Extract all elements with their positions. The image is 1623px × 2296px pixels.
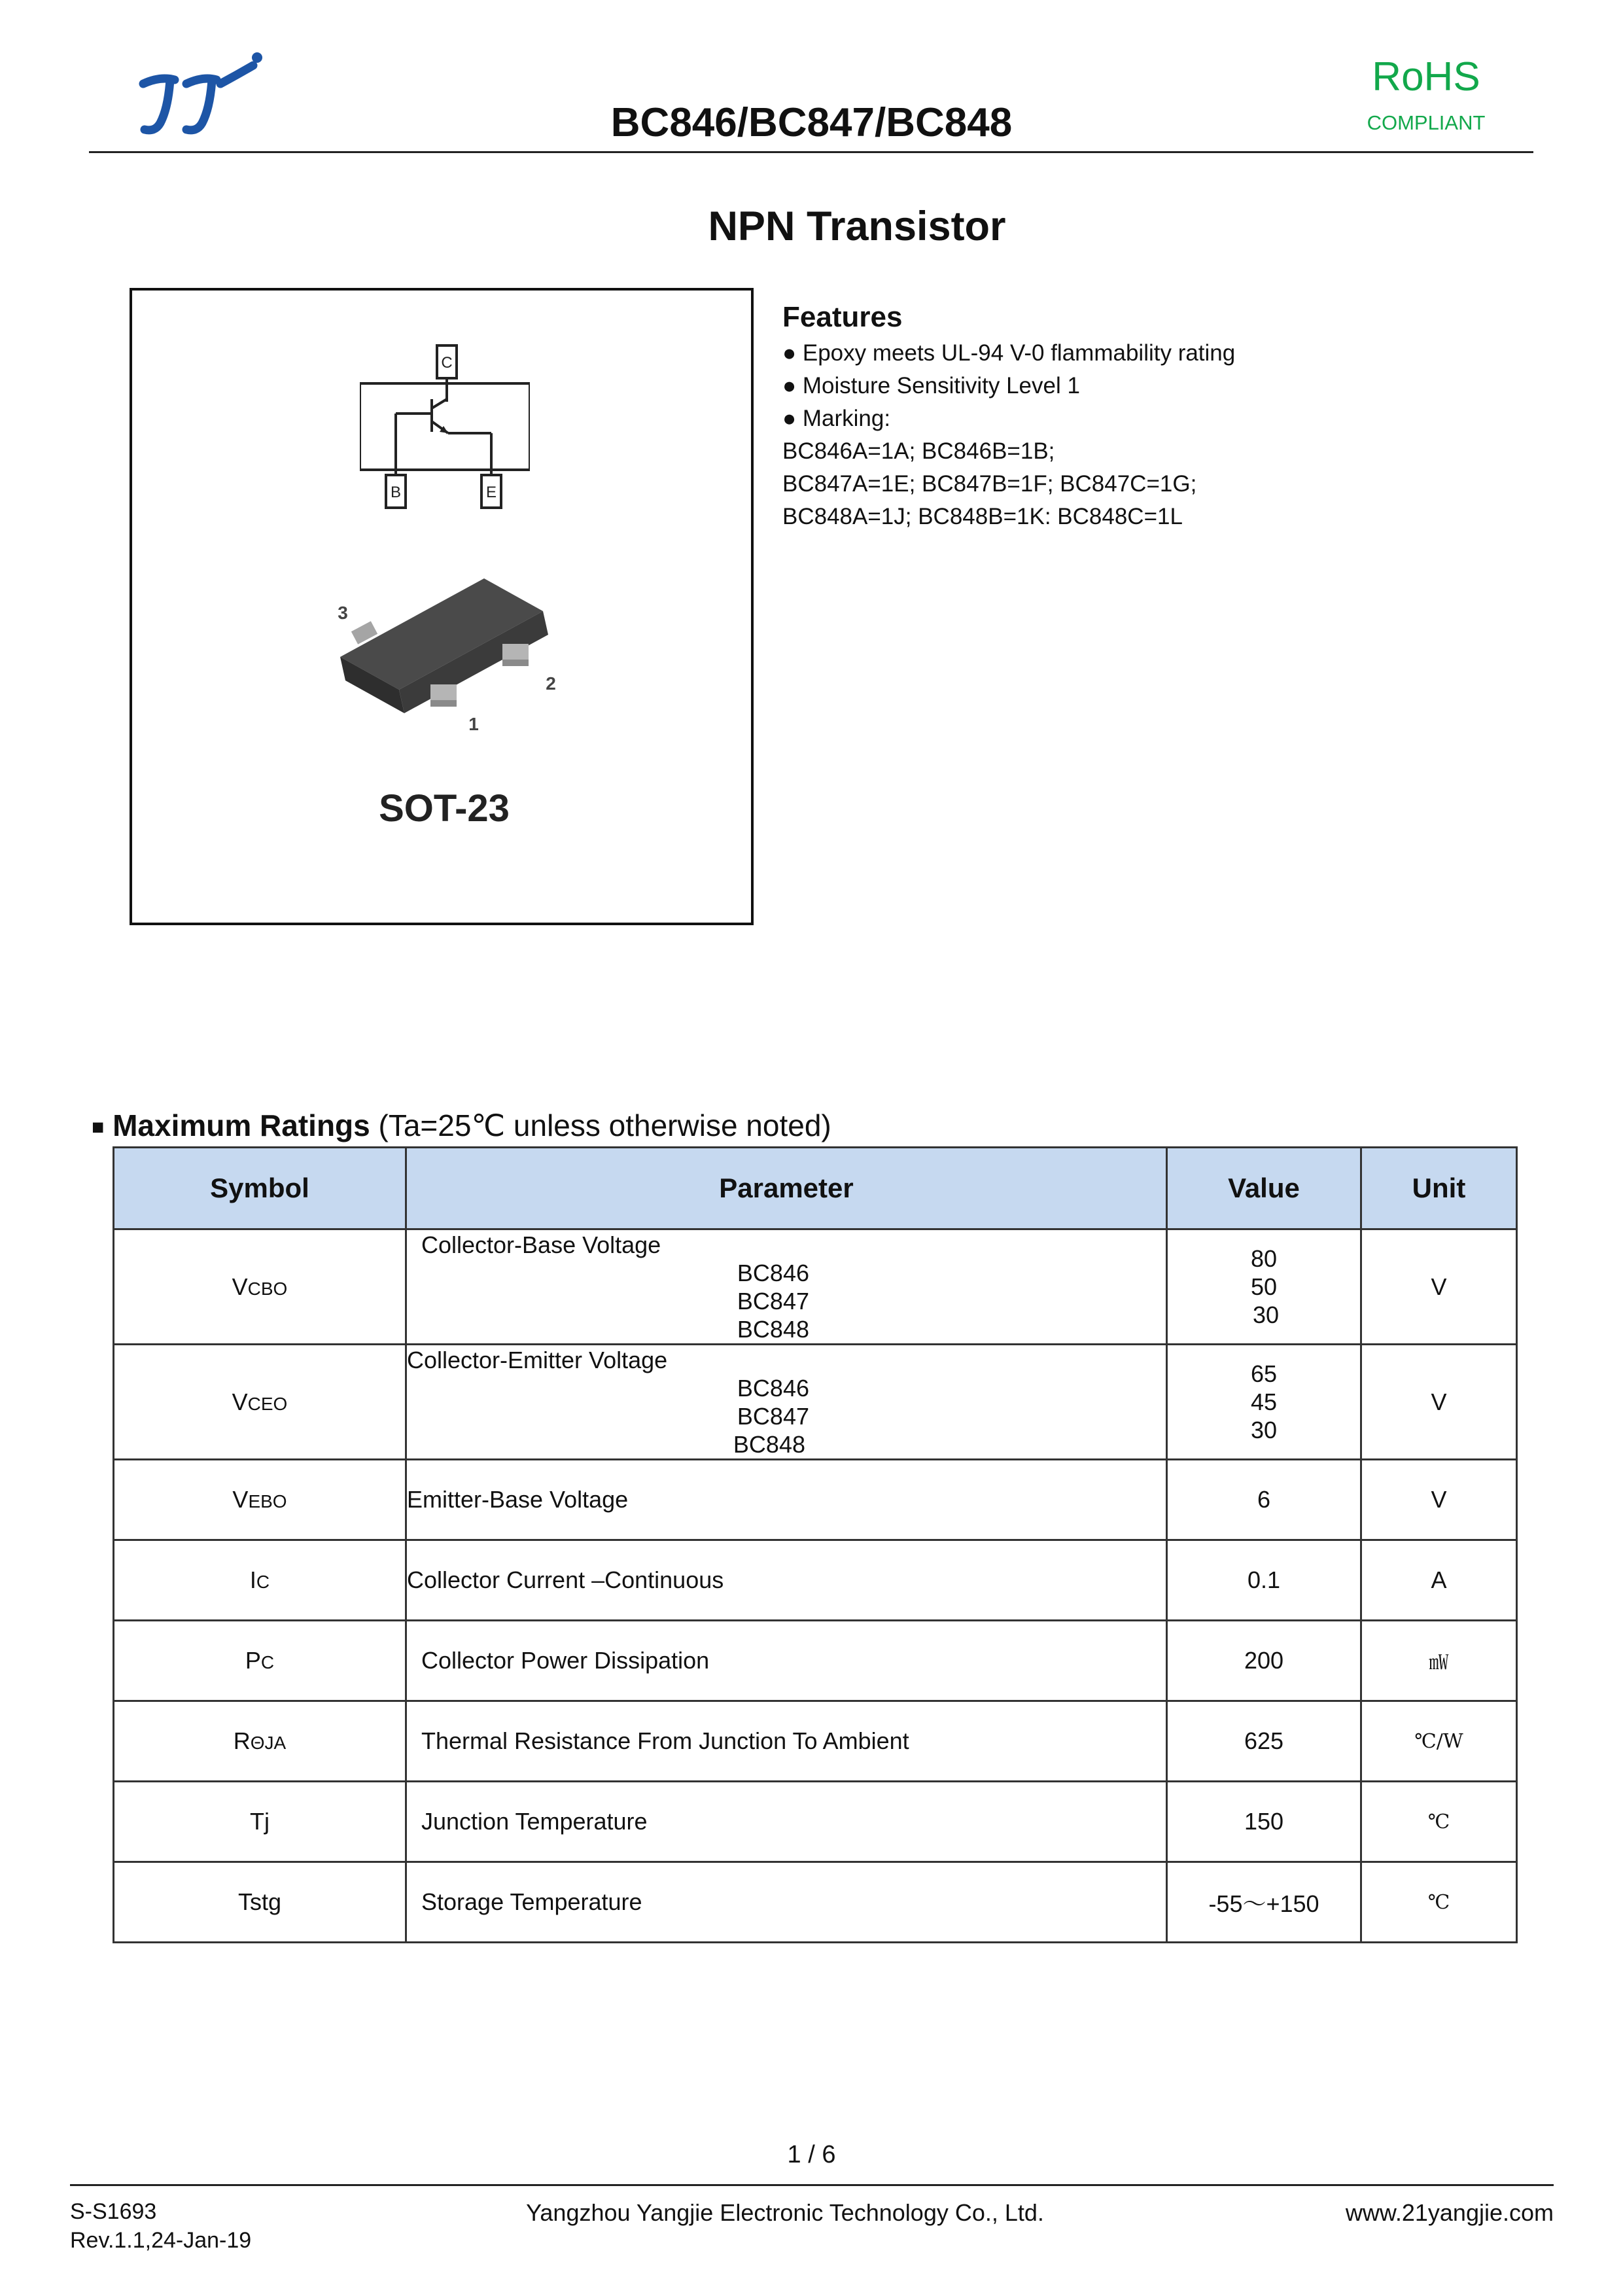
table-row bbox=[114, 1540, 1517, 1621]
unit-cell: ㎽ bbox=[1361, 1621, 1517, 1701]
company-name: Yangzhou Yangjie Electronic Technology Co., Ltd. bbox=[526, 2199, 1044, 2226]
symbol-cell: PC bbox=[114, 1621, 406, 1701]
marking-line: BC846A=1A; BC846B=1B; bbox=[782, 438, 1055, 464]
column-header-parameter: Parameter bbox=[406, 1148, 1167, 1229]
unit-cell: ℃ bbox=[1361, 1782, 1517, 1862]
footer-divider bbox=[70, 2184, 1554, 2186]
page-number: 1 / 6 bbox=[787, 2141, 836, 2168]
pin-number-1: 1 bbox=[468, 714, 479, 734]
table-row bbox=[114, 1460, 1517, 1540]
symbol-cell: RΘJA bbox=[114, 1701, 406, 1782]
package-name: SOT-23 bbox=[379, 787, 510, 830]
max-ratings-note: (Ta=25℃ unless otherwise noted) bbox=[378, 1108, 831, 1142]
document-title: BC846/BC847/BC848 bbox=[610, 100, 1013, 145]
npn-schematic-diagram bbox=[360, 343, 530, 513]
value-cell: 6 bbox=[1167, 1460, 1361, 1540]
symbol-cell: VCBO bbox=[114, 1229, 406, 1345]
value-cell: 625 bbox=[1167, 1701, 1361, 1782]
pin-number-3: 3 bbox=[338, 603, 348, 623]
parameter-cell: Storage Temperature bbox=[406, 1862, 1167, 1943]
pin-label-b: B bbox=[390, 484, 402, 501]
table-row bbox=[114, 1621, 1517, 1701]
parameter-cell: Collector-Emitter Voltage BC846 BC847 BC848 bbox=[406, 1345, 1167, 1460]
symbol-cell: IC bbox=[114, 1540, 406, 1621]
page-subtitle: NPN Transistor bbox=[708, 203, 1006, 249]
pin-label-c: C bbox=[441, 354, 453, 372]
value-cell: -55～+150 bbox=[1167, 1862, 1361, 1943]
unit-cell: ℃/W bbox=[1361, 1701, 1517, 1782]
unit-cell: A bbox=[1361, 1540, 1517, 1621]
max-ratings-heading bbox=[92, 1106, 831, 1146]
section-bullet: ■ bbox=[92, 1115, 105, 1139]
table-row bbox=[114, 1862, 1517, 1943]
feature-item: ● Marking: bbox=[782, 406, 891, 431]
parameter-cell: Junction Temperature bbox=[406, 1782, 1167, 1862]
parameter-cell: Collector-Base Voltage BC846 BC847 BC848 bbox=[406, 1229, 1167, 1345]
header-divider bbox=[89, 151, 1533, 153]
pin-number-2: 2 bbox=[546, 673, 556, 694]
symbol-cell: VEBO bbox=[114, 1460, 406, 1540]
parameter-cell: Thermal Resistance From Junction To Ambient bbox=[406, 1701, 1167, 1782]
parameter-cell: Collector Power Dissipation bbox=[406, 1621, 1167, 1701]
parameter-cell: Collector Current –Continuous bbox=[406, 1540, 1167, 1621]
unit-cell: V bbox=[1361, 1229, 1517, 1345]
rohs-label: RoHS bbox=[1372, 54, 1480, 99]
value-cell: 80 50 30 bbox=[1167, 1229, 1361, 1345]
unit-cell: ℃ bbox=[1361, 1862, 1517, 1943]
feature-item: ● Moisture Sensitivity Level 1 bbox=[782, 373, 1080, 398]
website-link[interactable]: www.21yangjie.com bbox=[1345, 2199, 1554, 2226]
max-ratings-title: Maximum Ratings bbox=[113, 1108, 370, 1142]
sot23-package-illustration bbox=[334, 565, 595, 762]
value-cell: 0.1 bbox=[1167, 1540, 1361, 1621]
column-header-unit: Unit bbox=[1361, 1148, 1517, 1229]
package-image-box bbox=[130, 288, 754, 925]
features-heading: Features bbox=[782, 301, 903, 333]
column-header-symbol: Symbol bbox=[114, 1148, 406, 1229]
symbol-cell: Tj bbox=[114, 1782, 406, 1862]
table-header-row bbox=[114, 1148, 1517, 1229]
unit-cell: V bbox=[1361, 1460, 1517, 1540]
column-header-value: Value bbox=[1167, 1148, 1361, 1229]
marking-line: BC848A=1J; BC848B=1K: BC848C=1L bbox=[782, 504, 1183, 529]
unit-cell: V bbox=[1361, 1345, 1517, 1460]
pin-label-e: E bbox=[485, 484, 497, 501]
revision-info: Rev.1.1,24-Jan-19 bbox=[70, 2228, 252, 2253]
document-id: S-S1693 bbox=[70, 2199, 157, 2224]
symbol-cell: VCEO bbox=[114, 1345, 406, 1460]
table-row bbox=[114, 1701, 1517, 1782]
value-cell: 150 bbox=[1167, 1782, 1361, 1862]
table-row bbox=[114, 1782, 1517, 1862]
marking-line: BC847A=1E; BC847B=1F; BC847C=1G; bbox=[782, 471, 1197, 497]
parameter-cell: Emitter-Base Voltage bbox=[406, 1460, 1167, 1540]
table-row bbox=[114, 1345, 1517, 1460]
table-row bbox=[114, 1229, 1517, 1345]
max-ratings-table bbox=[113, 1146, 1518, 1943]
symbol-cell: Tstg bbox=[114, 1862, 406, 1943]
features-section bbox=[782, 298, 1535, 533]
feature-item: ● Epoxy meets UL-94 V-0 flammability rating bbox=[782, 340, 1236, 366]
rohs-compliant-label: COMPLIANT bbox=[1367, 111, 1486, 134]
value-cell: 200 bbox=[1167, 1621, 1361, 1701]
value-cell: 65 45 30 bbox=[1167, 1345, 1361, 1460]
